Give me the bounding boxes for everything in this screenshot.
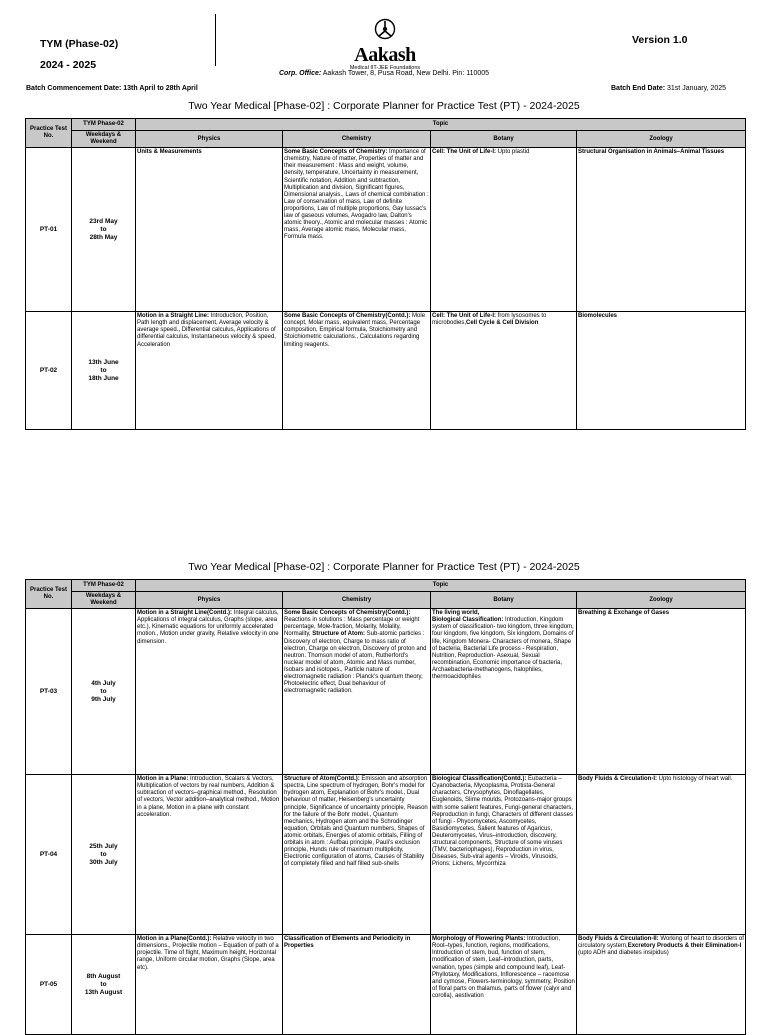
planner-table <box>25 118 746 430</box>
planner-row <box>26 775 746 935</box>
date-until: 30th July <box>89 858 118 866</box>
topic-chapter: Motion in a Plane: <box>137 776 189 783</box>
topic-chapter: Motion in a Straight Line: <box>137 313 209 320</box>
zoology-topic <box>577 775 746 935</box>
topic-details: Sub-atomic particles : Discovery of electron, Charge to mass ratio of electron, Charge on electron, Discovery of proton and neutron. Thomson model of atom, Rutherford's nuclear model of atom, Atomic and Mass number, Isobars and isotopes., Particle nature of electromagnetic radiation : Planck's quantum theory, Photoelectric effect, Dual behaviour of electromagnetic radiation. <box>284 631 427 695</box>
date-from: 25th July <box>89 842 118 850</box>
physics-topic <box>136 312 283 430</box>
topic-details: Importance of chemistry, Nature of matter, Properties of matter and their measurement : Mass and weight, volume, density, temperature, Uncertainty in measurement, Scientific notation, Addition and subtraction, Multiplication and division, Significant figures, Dimensional analysis., Laws of chemical combination : Law of conservation of mass, Law of definite proportions, Law of multiple proportions, Gay lussac's law of gaseous volumes, Avogadro law, Dalton's atomic theory., Atomic and molecular masses : Atomic mass, Average atomic mass, Molecular mass, Formula mass. <box>284 149 429 241</box>
program-name: TYM (Phase-02) <box>40 38 119 50</box>
batch-end <box>611 85 726 92</box>
topic-chapter: The living world, <box>432 610 480 617</box>
chemistry-topic <box>283 775 431 935</box>
date-to: to <box>100 366 107 374</box>
topic-details: Reactions in solutions : Mass percentage or weight percentage, Mole-fraction, Molarity, Molality, Normality, <box>284 617 420 638</box>
topic-chapter: Structural Organisation in Animals–Animal Tissues <box>578 149 725 156</box>
topic-chapter: Body Fluids & Circulation-II: <box>578 936 659 943</box>
corp-office <box>0 70 768 77</box>
topic-chapter: Structure of Atom: <box>312 631 366 638</box>
col-chemistry: Chemistry <box>283 592 431 609</box>
chemistry-topic <box>283 935 431 1035</box>
topic-chapter: Breathing & Exchange of Gases <box>578 610 670 617</box>
topic-chapter: Structure of Atom(Contd.): <box>284 776 360 783</box>
date-to: to <box>100 225 107 233</box>
practice-test-number: PT-03 <box>26 609 72 775</box>
topic-chapter: Motion in a Straight Line(Contd.): <box>137 610 232 617</box>
practice-test-number: PT-02 <box>26 312 72 430</box>
date-from: 8th August <box>86 972 121 980</box>
physics-topic <box>136 935 283 1035</box>
topic-details: Introduction, Kingdom system of classification- two kingdom, three kingdom, four kingdom, five kingdom, Six kingdom, Domains of life, Kingdom Monera- Characters of monera, Shape of bacteria, Bacterial Life process - Respiration, Nutrition, Reproduction- Asexual, Sexual recombination, Economic importance of bacteria, Archaebacteria-methanogens, halophiles, thermoacidophiles <box>432 617 574 681</box>
test-dates <box>72 312 136 430</box>
date-to: to <box>100 850 107 858</box>
botany-topic <box>431 312 577 430</box>
topic-chapter: Some Basic Concepts of Chemistry: <box>284 149 388 156</box>
test-dates <box>72 148 136 312</box>
botany-topic <box>431 148 577 312</box>
date-until: 28th May <box>89 233 118 241</box>
physics-topic <box>136 775 283 935</box>
topic-details: Mole concept, Molar mass, equivalent mass, Percentage composition, Empirical formula, Stoichiometry and Stoichiometric calculations., Calculations regarding limiting reagents. <box>284 313 426 348</box>
date-to: to <box>100 687 107 695</box>
topic-chapter: Classification of Elements and Periodicity in Properties <box>284 936 411 950</box>
date-from: 13th June <box>88 358 119 366</box>
corp-office-label: Corp. Office: <box>278 70 322 77</box>
chemistry-topic <box>283 148 431 312</box>
date-until: 13th August <box>84 988 123 996</box>
topic-details: Upto plastid <box>496 149 530 156</box>
col-practice-test: Practice Test No. <box>26 580 72 609</box>
topic-details: Integral calculus, Applications of integral calculus, Graphs (slope, area etc.), Kinematic equations for uniformly accelerated motion., Motion under gravity, Relative velocity in one dimension. <box>137 610 279 645</box>
topic-chapter: Some Basic Concepts of Chemistry(Contd.): <box>284 610 411 617</box>
col-botany: Botany <box>431 592 577 609</box>
topic-chapter: Cell: The Unit of Life-I: <box>432 313 496 320</box>
col-weekdays: Weekdays & Weekend <box>72 592 136 609</box>
date-until: 18th June <box>88 374 119 382</box>
practice-test-number: PT-01 <box>26 148 72 312</box>
topic-details: Introduction, Position, Path length and displacement, Average velocity & average speed., Differential calculus, Applications of differential calculus, Instantaneous velocity & speed, Acceleration <box>137 313 276 348</box>
topic-details: Working of heart to disorders of circulatory system, <box>578 936 744 950</box>
date-until: 9th July <box>91 695 116 703</box>
topic-chapter: Some Basic Concepts of Chemistry(Contd.): <box>284 313 411 320</box>
col-botany: Botany <box>431 131 577 148</box>
topic-chapter: Body Fluids & Circulation-I: <box>578 776 657 783</box>
corp-office-address: Aakash Tower, 8, Pusa Road, New Delhi. Pin: 110005 <box>322 70 490 77</box>
test-dates <box>72 775 136 935</box>
header-divider <box>215 14 216 66</box>
topic-chapter: Cell Cycle & Cell Division <box>466 320 539 327</box>
date-from: 4th July <box>91 679 116 687</box>
col-physics: Physics <box>136 592 283 609</box>
session-year: 2024 - 2025 <box>40 59 97 71</box>
zoology-topic <box>577 312 746 430</box>
version-label: Version 1.0 <box>632 34 688 46</box>
col-tym: TYM Phase-02 <box>72 119 136 131</box>
planner-title: Two Year Medical [Phase-02] : Corporate Planner for Practice Test (PT) - 2024-2025 <box>188 100 580 112</box>
topic-details: (upto ADH and diabetes insipidus) <box>578 950 669 957</box>
batch-end-value: 31st January, 2025 <box>667 85 727 92</box>
practice-test-number: PT-05 <box>26 935 72 1035</box>
botany-topic <box>431 775 577 935</box>
zoology-topic <box>577 935 746 1035</box>
topic-details: Upto histology of heart wall. <box>657 776 733 783</box>
date-from: 23rd May <box>89 217 118 225</box>
zoology-topic <box>577 609 746 775</box>
chemistry-topic <box>283 312 431 430</box>
zoology-topic <box>577 148 746 312</box>
col-topic: Topic <box>136 580 746 592</box>
batch-end-label: Batch End Date: <box>611 85 666 92</box>
test-dates <box>72 609 136 775</box>
topic-chapter: Biological Classification(Contd.): <box>432 776 527 783</box>
col-topic: Topic <box>136 119 746 131</box>
chemistry-topic <box>283 609 431 775</box>
col-tym: TYM Phase-02 <box>72 580 136 592</box>
planner-row <box>26 609 746 775</box>
physics-topic <box>136 609 283 775</box>
topic-details: from lysosomes to microbodies, <box>432 313 547 327</box>
col-physics: Physics <box>136 131 283 148</box>
logo-tagline: Medical IIT-JEE Foundations <box>349 65 421 71</box>
header-row <box>26 592 746 609</box>
col-zoology: Zoology <box>577 131 746 148</box>
planner-table <box>25 579 746 1035</box>
planner-row <box>26 148 746 312</box>
header-row <box>26 580 746 592</box>
topic-details: Relative velocity in two dimensions., Projectile motion – Equation of path of a projectile. Time of flight, Maximum height, Horizontal range, Uniform circular motion, Graphs (Slope, area etc). <box>137 936 279 971</box>
topic-details: Introduction, Scalars & Vectors, Multiplication of vectors by real numbers, Addition & subtraction of vectors–graphical method., Resolution of vectors, Vector addition–analytical method., Motion in a plane, Motion in a plane with constant acceleration. <box>137 776 280 818</box>
topic-chapter: Biological Classification: <box>432 617 504 624</box>
aakash-logo <box>340 18 430 71</box>
physics-topic <box>136 148 283 312</box>
header-row <box>26 131 746 148</box>
planner-row <box>26 312 746 430</box>
botany-topic <box>431 935 577 1035</box>
logo-emblem-icon <box>374 18 396 40</box>
topic-chapter: Biomolecules <box>578 313 618 320</box>
topic-chapter: Excretory Products & their Elimination-I <box>627 943 742 950</box>
batch-commencement: Batch Commencement Date: 13th April to 28th April <box>26 85 198 92</box>
col-chemistry: Chemistry <box>283 131 431 148</box>
col-weekdays: Weekdays & Weekend <box>72 131 136 148</box>
col-practice-test: Practice Test No. <box>26 119 72 148</box>
practice-test-number: PT-04 <box>26 775 72 935</box>
header-row <box>26 119 746 131</box>
topic-chapter: Morphology of Flowering Plants: <box>432 936 526 943</box>
test-dates <box>72 935 136 1035</box>
topic-chapter: Cell: The Unit of Life-I: <box>432 149 496 156</box>
logo-wordmark: Aakash <box>354 44 416 66</box>
botany-topic <box>431 609 577 775</box>
topic-chapter: Units & Measurements <box>137 149 202 156</box>
planner-row <box>26 935 746 1035</box>
date-to: to <box>100 980 107 988</box>
planner-title: Two Year Medical [Phase-02] : Corporate Planner for Practice Test (PT) - 2024-2025 <box>188 561 580 573</box>
topic-chapter: Motion in a Plane(Contd.): <box>137 936 212 943</box>
topic-details: Eubacteria – Cyanobacteria, Mycoplasma, Protista-General characters, Chrysophytes, Dinoflagellates, Euglenoids, Slime moulds, Protozoans-major groups with some salient features, Fungi-general characters, Reproduction in fungi, Characters of different classes of fungi - Phycomycetes, Ascomycetes, Basidiomycetes, Salient features of Agaricus, Deuteromycetes, Virus–introduction, discovery, structural components, Structure of some viruses (TMV, bacteriophages), Reproduction in virus, Diseases, Sub-viral agents – Viroids, Virusoids, Prions; Lichens, Mycorrhiza <box>432 776 574 868</box>
topic-details: Emission and absorption spectra, Line spectrum of hydrogen, Bohr's model for hydrogen atom, Explanation of Bohr's model., Dual behaviour of matter, Heisenberg's uncertainty principle, Significance of uncertainty principle, Reason for the failure of the Bohr model., Quantum mechanics, Hydrogen atom and the Schrodinger equation, Orbitals and Quantum numbers, Shapes of atomic orbitals, Energies of atomic orbitals, Filling of orbitals in atom : Aufbau principle, Pauli's exclusion principle, Hunds rule of maximum multiplicity, Electronic configuration of atoms, Causes of Stability of completely filled and half filled sub-shells <box>284 776 428 868</box>
col-zoology: Zoology <box>577 592 746 609</box>
topic-details: Introduction, Root–types, function, regions, modifications, Introduction of stem, bud, function of stem, modification of stem, Leaf–introduction, parts, venation, types (simple and compound leaf), Leaf-Phyllotaxy, Modifications, Inflorescence – racemose and cymose, Flowers-terminology, symmetry, Position of floral parts on thalamus, parts of flower (calyx and corolla), aestivation <box>432 936 575 999</box>
